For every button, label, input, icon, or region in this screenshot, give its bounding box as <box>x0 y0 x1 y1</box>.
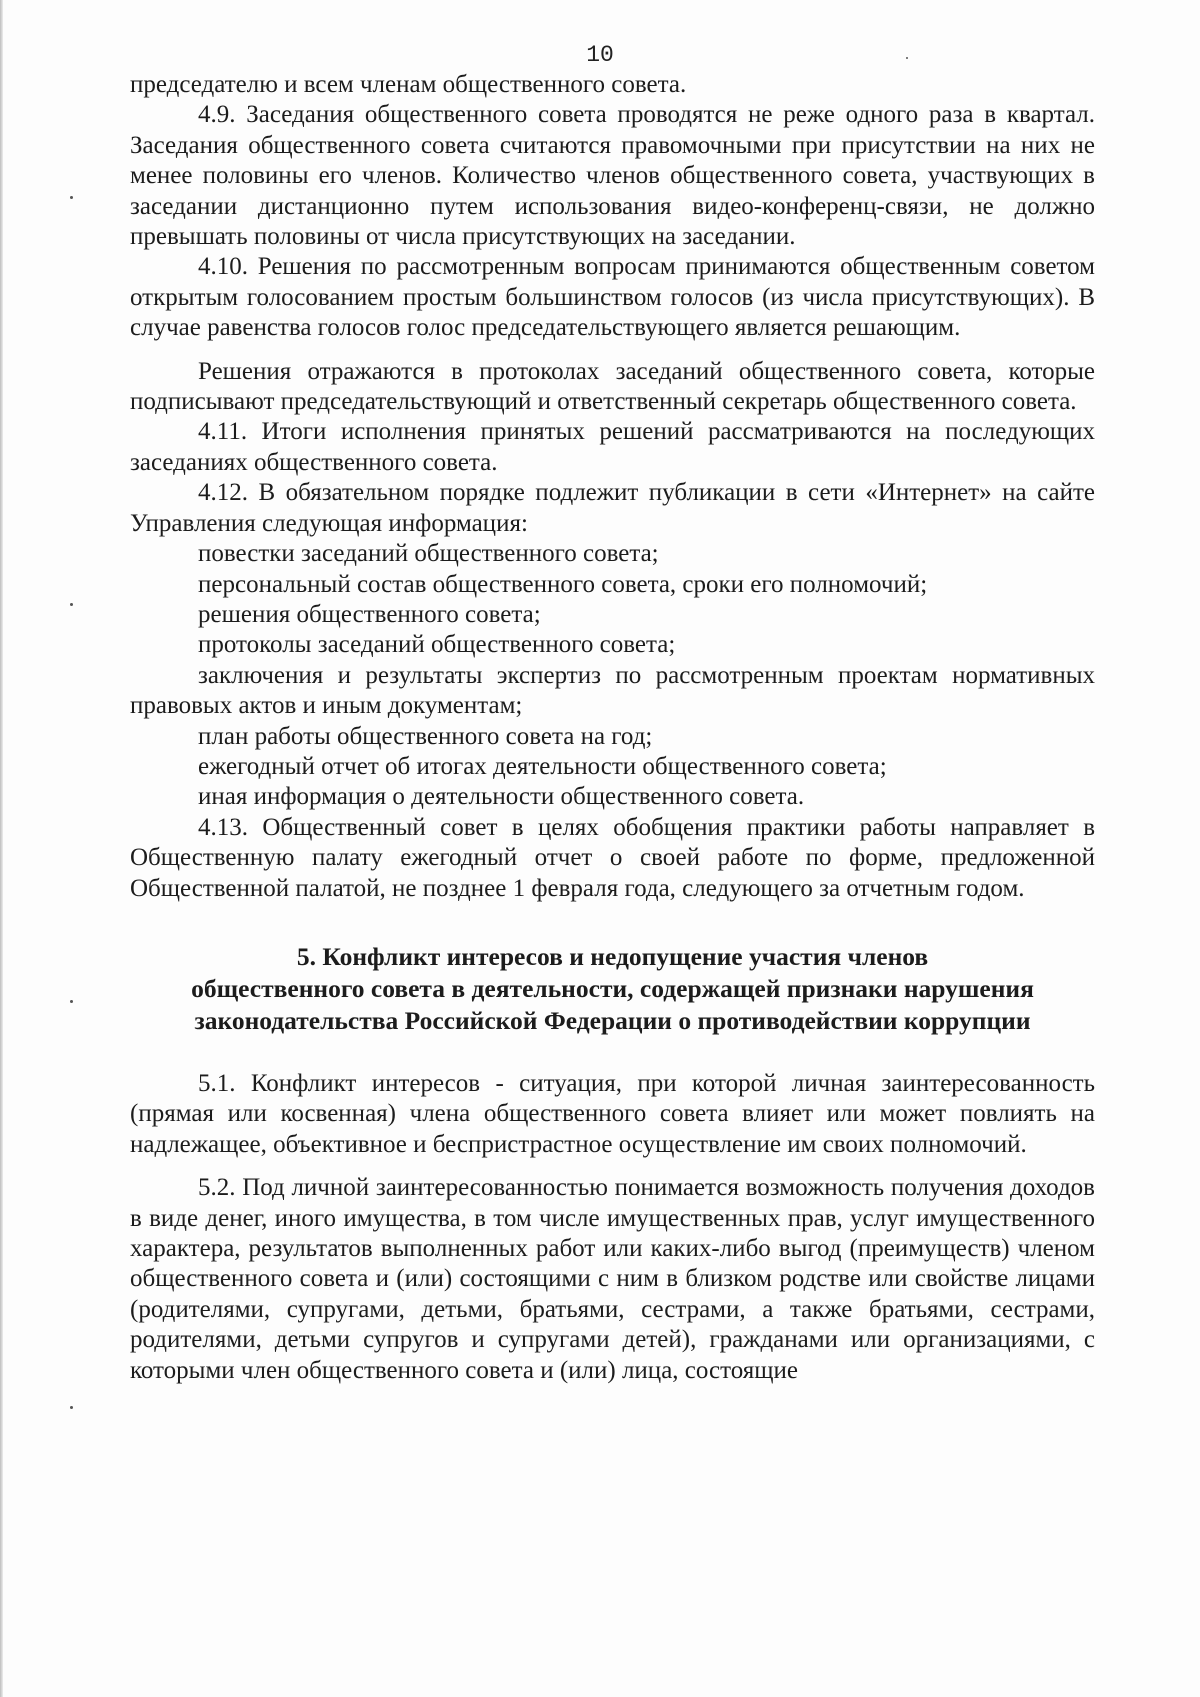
paragraph-4-9: 4.9. Заседания общественного совета проводятся не реже одного раза в квартал. Заседания общественного совета считаются правомочными при присутствии на них не менее половины его членов. Количество членов общественного совета, участвующих в заседании дистанционно путем использования видео-конференц-связи, не должно превышать половины от числа присутствующих на заседании. <box>130 101 1095 251</box>
scan-speck <box>70 196 73 199</box>
list-item: персональный состав общественного совета, сроки его полномочий; <box>198 570 928 598</box>
scan-speck <box>70 603 73 606</box>
paragraph-5-2: 5.2. Под личной заинтересованностью понимается возможность получения доходов в виде денег, иного имущества, в том числе имущественных прав, услуг имущественного характера, результатов выполненных работ или каких-либо выгод (преимуществ) членом общественного совета и (или) состоящими с ним в близком родстве или свойстве лицами (родителями, супругами, детьми, братьями, сестрами, а также братьями, сестрами, родителями, детьми супругов и супругами детей), гражданами или организациями, с которыми член общественного совета и (или) лица, состоящие <box>130 1174 1095 1384</box>
paragraph-4-11: 4.11. Итоги исполнения принятых решений рассматриваются на последующих заседаниях общественного совета. <box>130 418 1095 476</box>
page-number: 10 <box>586 42 614 68</box>
paragraph-4-12: 4.12. В обязательном порядке подлежит публикации в сети «Интернет» на сайте Управления следующая информация: <box>130 479 1095 537</box>
section-heading-line: общественного совета в деятельности, содержащей признаки нарушения <box>191 973 1034 1003</box>
list-item: иная информация о деятельности общественного совета. <box>198 783 805 811</box>
list-item: протоколы заседаний общественного совета; <box>198 631 676 659</box>
paragraph-decisions: Решения отражаются в протоколах заседаний общественного совета, которые подписывают председательствующий и ответственный секретарь общественного совета. <box>130 357 1095 416</box>
list-item: ежегодный отчет об итогах деятельности общественного совета; <box>198 752 887 780</box>
paragraph-4-13: 4.13. Общественный совет в целях обобщения практики работы направляет в Общественную палату ежегодный отчет о своей работе по форме, предложенной Общественной палатой, не позднее 1 февраля года, следующего за отчетным годом. <box>130 813 1095 902</box>
section-heading-line: 5. Конфликт интересов и недопущение участия членов <box>296 941 929 971</box>
scan-speck <box>70 1406 73 1409</box>
scan-edge <box>0 0 3 1697</box>
section-heading-line: законодательства Российской Федерации о противодействии коррупции <box>194 1005 1031 1035</box>
scan-speck <box>70 1000 73 1003</box>
paragraph-continuation: председателю и всем членам общественного совета. <box>130 71 687 98</box>
list-item: план работы общественного совета на год; <box>198 722 653 750</box>
document-body <box>130 70 1095 1386</box>
paragraph-5-1: 5.1. Конфликт интересов - ситуация, при которой личная заинтересованность (прямая или косвенная) члена общественного совета влияет или может повлиять на надлежащее, объективное и беспристрастное осуществление им своих полномочий. <box>130 1069 1095 1158</box>
list-item: заключения и результаты экспертиз по рассмотренным проектам нормативных правовых актов и иным документам; <box>130 661 1095 720</box>
list-item: решения общественного совета; <box>198 600 541 628</box>
section-5-heading <box>130 941 1095 1037</box>
list-item: повестки заседаний общественного совета; <box>198 540 659 568</box>
paragraph-4-10: 4.10. Решения по рассмотренным вопросам принимаются общественным советом открытым голосованием простым большинством голосов (из числа присутствующих). В случае равенства голосов голос председательствующего является решающим. <box>130 253 1095 342</box>
